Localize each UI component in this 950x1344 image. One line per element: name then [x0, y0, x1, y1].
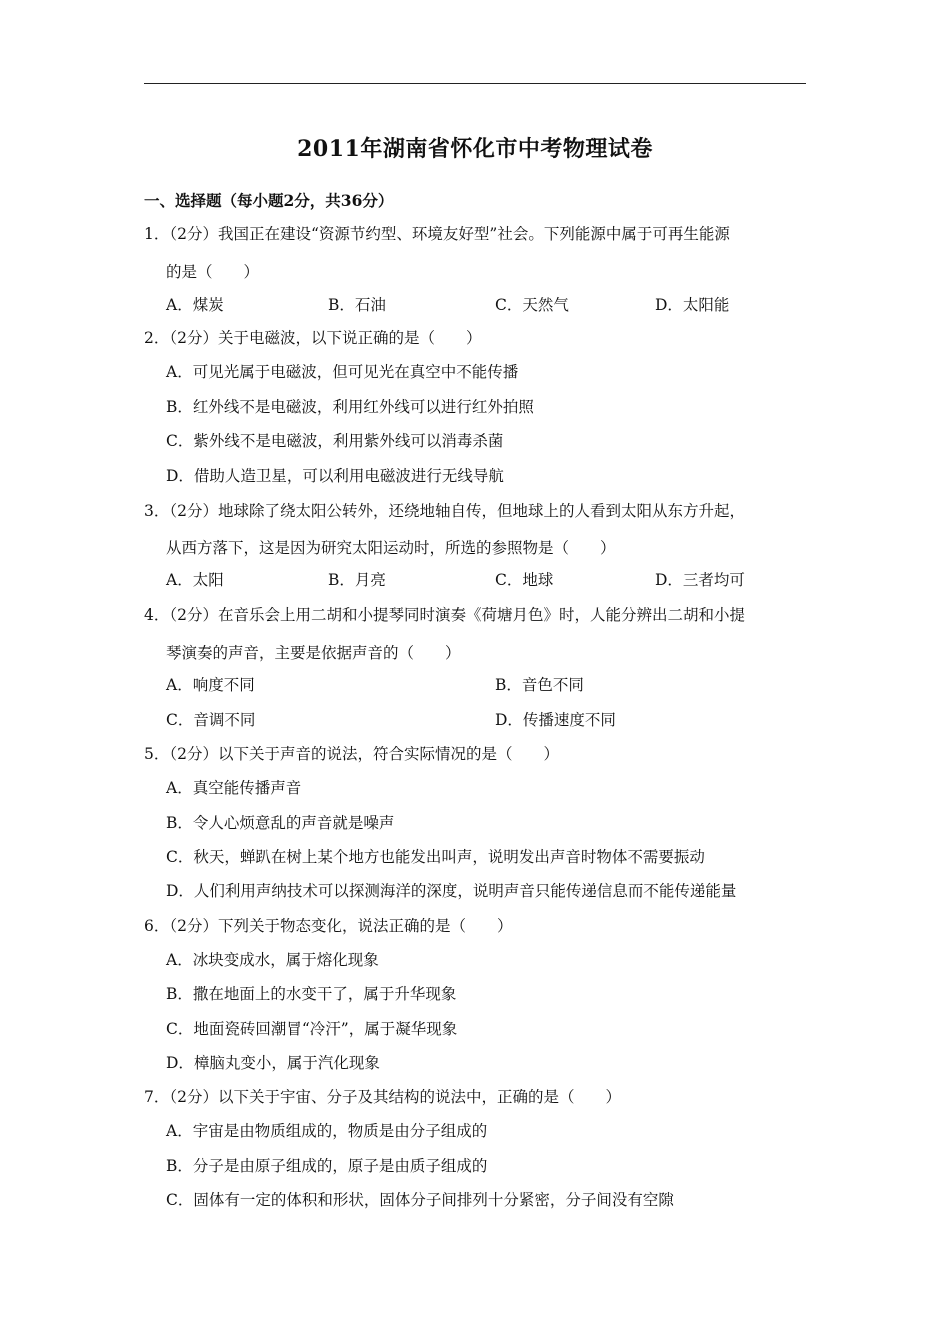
- question-3-option-c: C．地球: [495, 571, 554, 589]
- question-1-option-b: B．石油: [328, 296, 386, 314]
- question-1-option-c: C．天然气: [495, 296, 569, 314]
- page-title: 2011年湖南省怀化市中考物理试卷: [297, 136, 653, 162]
- question-7-option-a: A．宇宙是由物质组成的，物质是由分子组成的: [166, 1122, 488, 1140]
- question-2-option-a: A．可见光属于电磁波，但可见光在真空中不能传播: [166, 363, 519, 381]
- question-5-option-b: B．令人心烦意乱的声音就是噪声: [166, 814, 395, 832]
- question-3-option-a: A．太阳: [166, 571, 224, 589]
- question-1-option-d: D．太阳能: [655, 296, 730, 314]
- question-7-option-b: B．分子是由原子组成的，原子是由质子组成的: [166, 1157, 488, 1175]
- question-1-stem: 1．（2分）我国正在建设“资源节约型、环境友好型”社会。下列能源中属于可再生能源: [144, 225, 730, 243]
- question-1-stem-cont: 的是（ ）: [166, 263, 260, 281]
- question-5-option-c: C．秋天，蝉趴在树上某个地方也能发出叫声，说明发出声音时物体不需要振动: [166, 848, 705, 866]
- question-6-stem: 6．（2分）下列关于物态变化，说法正确的是（ ）: [144, 917, 513, 935]
- question-6-option-a: A．冰块变成水，属于熔化现象: [166, 951, 379, 969]
- question-2-stem: 2．（2分）关于电磁波，以下说正确的是（ ）: [144, 329, 482, 347]
- question-4-stem: 4．（2分）在音乐会上用二胡和小提琴同时演奏《荷塘月色》时，人能分辨出二胡和小提: [144, 606, 745, 624]
- header-rule: [144, 83, 806, 84]
- question-4-option-c: C．音调不同: [166, 711, 256, 729]
- question-7-option-c: C．固体有一定的体积和形状，固体分子间排列十分紧密，分子间没有空隙: [166, 1191, 674, 1209]
- question-7-stem: 7．（2分）以下关于宇宙、分子及其结构的说法中，正确的是（ ）: [144, 1088, 621, 1106]
- question-4-stem-cont: 琴演奏的声音，主要是依据声音的（ ）: [166, 644, 461, 662]
- section-heading: 一、选择题（每小题2分，共36分）: [144, 191, 394, 210]
- question-2-option-d: D．借助人造卫星，可以利用电磁波进行无线导航: [166, 467, 504, 485]
- question-3-option-b: B．月亮: [328, 571, 386, 589]
- question-5-option-a: A．真空能传播声音: [166, 779, 302, 797]
- question-3-stem: 3．（2分）地球除了绕太阳公转外，还绕地轴自传，但地球上的人看到太阳从东方升起，: [144, 502, 745, 520]
- question-5-option-d: D．人们利用声纳技术可以探测海洋的深度，说明声音只能传递信息而不能传递能量: [166, 882, 737, 900]
- question-4-option-a: A．响度不同: [166, 676, 255, 694]
- question-3-option-d: D．三者均可: [655, 571, 745, 589]
- question-6-option-b: B．撒在地面上的水变干了，属于升华现象: [166, 985, 457, 1003]
- question-6-option-c: C．地面瓷砖回潮冒“冷汗”，属于凝华现象: [166, 1020, 458, 1038]
- question-6-option-d: D．樟脑丸变小，属于汽化现象: [166, 1054, 380, 1072]
- question-2-option-c: C．紫外线不是电磁波，利用紫外线可以消毒杀菌: [166, 432, 504, 450]
- question-2-option-b: B．红外线不是电磁波，利用红外线可以进行红外拍照: [166, 398, 534, 416]
- question-1-option-a: A．煤炭: [166, 296, 224, 314]
- question-4-option-d: D．传播速度不同: [495, 711, 616, 729]
- question-4-option-b: B．音色不同: [495, 676, 584, 694]
- question-3-stem-cont: 从西方落下，这是因为研究太阳运动时，所选的参照物是（ ）: [166, 539, 616, 557]
- question-5-stem: 5．（2分）以下关于声音的说法，符合实际情况的是（ ）: [144, 745, 559, 763]
